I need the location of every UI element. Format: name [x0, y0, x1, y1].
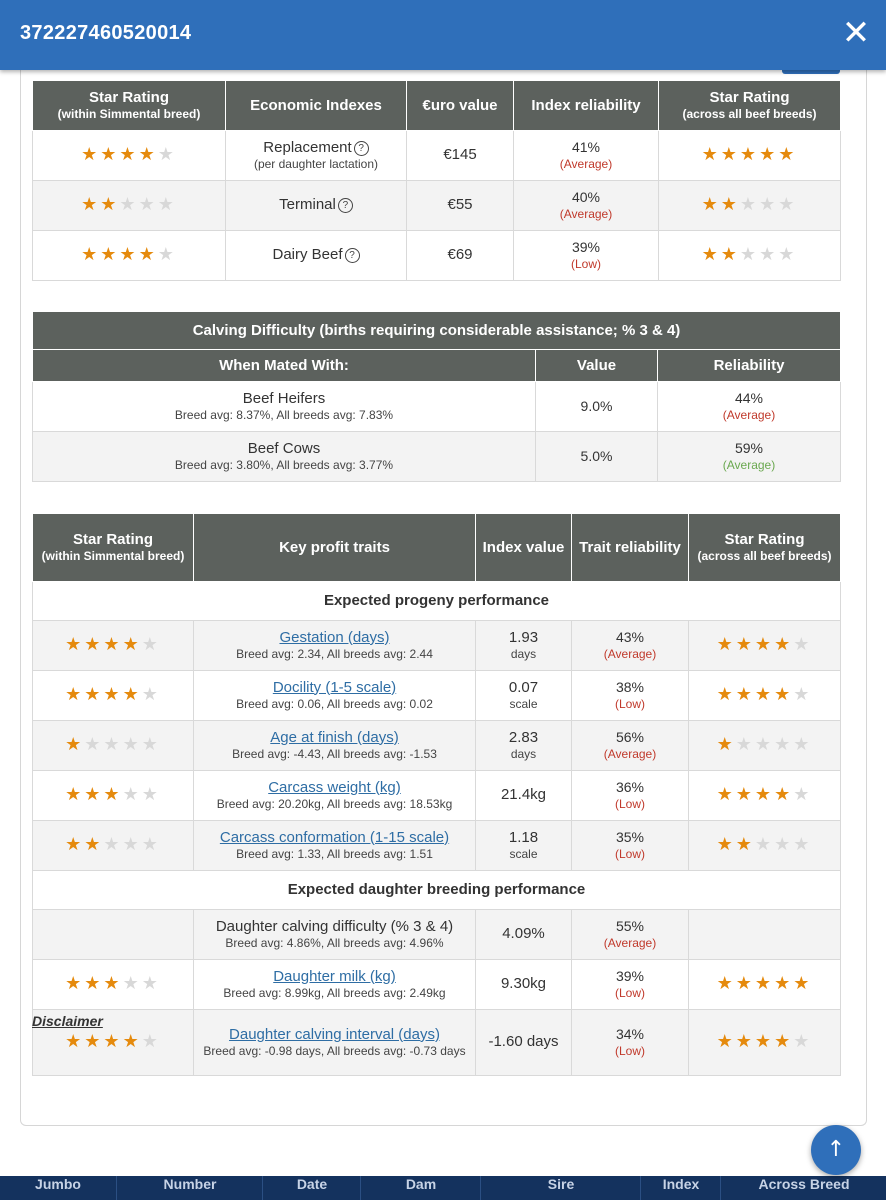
star-empty-icon: ★ [793, 634, 813, 656]
star-empty-icon: ★ [778, 244, 798, 266]
reliability-value: 40% [571, 189, 601, 206]
star-empty-icon: ★ [759, 244, 779, 266]
star-filled-icon: ★ [774, 973, 794, 995]
reliability-value: 55% [615, 918, 645, 935]
star-filled-icon: ★ [774, 684, 794, 706]
star-empty-icon: ★ [119, 194, 139, 216]
header-trait-reliability: Trait reliability [572, 514, 689, 582]
header-value: Value [536, 350, 658, 382]
star-filled-icon: ★ [774, 784, 794, 806]
table-row [33, 621, 841, 671]
star-filled-icon: ★ [103, 973, 123, 995]
star-empty-icon: ★ [793, 834, 813, 856]
star-empty-icon: ★ [774, 834, 794, 856]
star-empty-icon: ★ [141, 784, 161, 806]
help-icon[interactable]: ? [345, 248, 360, 263]
table-row [33, 671, 841, 721]
table-row [33, 231, 841, 281]
reliability-value: 39% [571, 239, 601, 256]
star-filled-icon: ★ [65, 734, 85, 756]
star-empty-icon: ★ [778, 194, 798, 216]
star-filled-icon: ★ [774, 634, 794, 656]
star-filled-icon: ★ [754, 1031, 775, 1053]
star-filled-icon: ★ [778, 144, 798, 166]
star-filled-icon: ★ [103, 784, 123, 806]
star-filled-icon: ★ [122, 1031, 142, 1053]
star-empty-icon: ★ [793, 784, 813, 806]
star-empty-icon: ★ [141, 973, 161, 995]
reliability-label: (Average) [603, 935, 657, 950]
star-rating-within [81, 194, 177, 215]
star-filled-icon: ★ [84, 834, 104, 856]
reliability-label: (Low) [614, 796, 645, 811]
star-filled-icon: ★ [735, 684, 755, 706]
star-empty-icon: ★ [141, 734, 161, 756]
star-rating-across [717, 973, 813, 994]
star-filled-icon: ★ [100, 194, 120, 216]
star-filled-icon: ★ [735, 973, 755, 995]
index-value: 1.18 [508, 828, 539, 846]
trait-link[interactable]: Docility (1-5 scale) [272, 678, 397, 696]
header-euro-value: €uro value [407, 81, 514, 131]
trait-link[interactable]: Carcass conformation (1-15 scale) [219, 828, 450, 846]
star-filled-icon: ★ [65, 973, 85, 995]
reliability-value: 59% [734, 440, 764, 457]
star-filled-icon: ★ [716, 684, 736, 706]
reliability-label: (Average) [559, 156, 613, 171]
star-filled-icon: ★ [701, 194, 721, 216]
reliability-value: 43% [615, 629, 645, 646]
table-row [33, 181, 841, 231]
star-filled-icon: ★ [716, 973, 736, 995]
reliability-label: (Average) [559, 206, 613, 221]
table-row [33, 721, 841, 771]
euro-value: €145 [407, 131, 514, 181]
star-filled-icon: ★ [81, 144, 101, 166]
star-filled-icon: ★ [84, 784, 104, 806]
disclaimer-link[interactable]: Disclaimer [32, 1013, 103, 1029]
star-filled-icon: ★ [735, 634, 755, 656]
table-row [33, 960, 841, 1010]
header-when-mated: When Mated With: [33, 350, 536, 382]
table-row [33, 1010, 841, 1076]
breed-avg: Breed avg: 2.34, All breeds avg: 2.44 [236, 647, 433, 662]
star-empty-icon: ★ [793, 684, 813, 706]
index-name: Terminal [279, 196, 336, 214]
star-empty-icon: ★ [122, 734, 142, 756]
index-unit: days [510, 747, 537, 762]
star-filled-icon: ★ [754, 973, 775, 995]
star-rating-within [81, 244, 177, 265]
star-filled-icon: ★ [754, 784, 775, 806]
star-filled-icon: ★ [65, 834, 85, 856]
star-empty-icon: ★ [84, 734, 104, 756]
index-name: Dairy Beef [272, 246, 343, 264]
breed-avg: Breed avg: -4.43, All breeds avg: -1.53 [232, 747, 437, 762]
star-empty-icon: ★ [754, 834, 775, 856]
star-filled-icon: ★ [65, 634, 85, 656]
tab-indicator [782, 70, 840, 74]
star-filled-icon: ★ [119, 144, 139, 166]
star-empty-icon: ★ [141, 684, 161, 706]
index-unit: days [510, 647, 537, 662]
star-rating-within [65, 834, 161, 855]
star-filled-icon: ★ [103, 1031, 123, 1053]
star-rating-across [702, 194, 798, 215]
reliability-label: (Low) [614, 846, 645, 861]
star-filled-icon: ★ [84, 634, 104, 656]
star-empty-icon: ★ [157, 144, 177, 166]
calving-difficulty-table [32, 311, 841, 482]
reliability-value: 35% [615, 829, 645, 846]
calving-value: 9.0% [536, 382, 658, 432]
star-rating-within-empty [33, 910, 194, 960]
reliability-label: (Low) [570, 256, 601, 271]
euro-value: €69 [407, 231, 514, 281]
mated-with: Beef Cows [247, 439, 321, 457]
star-filled-icon: ★ [122, 634, 142, 656]
index-value: 2.83 [508, 728, 539, 746]
index-unit: scale [509, 697, 538, 712]
table-row [33, 821, 841, 871]
reliability-value: 38% [615, 679, 645, 696]
reliability-value: 56% [615, 729, 645, 746]
star-empty-icon: ★ [138, 194, 158, 216]
star-filled-icon: ★ [138, 244, 158, 266]
mated-with: Beef Heifers [242, 389, 326, 407]
star-empty-icon: ★ [122, 784, 142, 806]
reliability-value: 36% [615, 779, 645, 796]
header-reliability: Reliability [658, 350, 841, 382]
index-value: 9.30kg [476, 960, 572, 1010]
table-row [33, 131, 841, 181]
star-filled-icon: ★ [65, 684, 85, 706]
header-index-value: Index value [476, 514, 572, 582]
star-filled-icon: ★ [701, 244, 721, 266]
trait-link[interactable]: Daughter calving interval (days) [229, 1025, 440, 1043]
star-filled-icon: ★ [103, 684, 123, 706]
column-across-breed: Across Breed [720, 1176, 886, 1200]
star-filled-icon: ★ [716, 784, 736, 806]
star-rating-within [65, 1031, 161, 1052]
star-filled-icon: ★ [793, 973, 813, 995]
header-star-across: Star Rating (across all beef breeds) [689, 514, 841, 582]
header-star-across: Star Rating (across all beef breeds) [659, 81, 841, 131]
index-value: 0.07 [508, 678, 539, 696]
star-empty-icon: ★ [103, 734, 123, 756]
star-filled-icon: ★ [119, 244, 139, 266]
header-star-within: Star Rating (within Simmental breed) [33, 514, 194, 582]
euro-value: €55 [407, 181, 514, 231]
profit-traits-table [32, 513, 841, 1076]
star-filled-icon: ★ [81, 194, 101, 216]
reliability-label: (Average) [603, 646, 657, 661]
header-star-within: Star Rating (within Simmental breed) [33, 81, 226, 131]
star-empty-icon: ★ [754, 734, 775, 756]
star-rating-within [65, 684, 161, 705]
reliability-label: (Low) [614, 696, 645, 711]
scroll-to-top-button[interactable]: ↑ [811, 1125, 861, 1175]
breed-avg: Breed avg: 8.37%, All breeds avg: 7.83% [174, 408, 394, 423]
section-progeny: Expected progeny performance [33, 582, 841, 621]
star-filled-icon: ★ [84, 973, 104, 995]
star-empty-icon: ★ [141, 834, 161, 856]
star-empty-icon: ★ [103, 834, 123, 856]
star-filled-icon: ★ [716, 834, 736, 856]
reliability-value: 44% [734, 390, 764, 407]
star-empty-icon: ★ [793, 734, 813, 756]
star-empty-icon: ★ [157, 244, 177, 266]
star-empty-icon: ★ [735, 734, 755, 756]
star-empty-icon: ★ [141, 634, 161, 656]
reliability-label: (Average) [722, 407, 776, 422]
star-empty-icon: ★ [759, 194, 779, 216]
index-sub: (per daughter lactation) [253, 157, 379, 172]
star-rating-across [717, 784, 813, 805]
breed-avg: Breed avg: 0.06, All breeds avg: 0.02 [236, 697, 433, 712]
star-filled-icon: ★ [65, 784, 85, 806]
reliability-label: (Low) [614, 985, 645, 1000]
star-rating-within [65, 634, 161, 655]
header-index-reliability: Index reliability [514, 81, 659, 131]
reliability-value: 39% [615, 968, 645, 985]
star-filled-icon: ★ [122, 684, 142, 706]
index-name: Replacement [263, 138, 352, 156]
star-filled-icon: ★ [720, 144, 740, 166]
star-filled-icon: ★ [754, 684, 775, 706]
help-icon[interactable]: ? [338, 198, 353, 213]
star-filled-icon: ★ [735, 834, 755, 856]
breed-avg: Breed avg: -0.98 days, All breeds avg: -0.73 days [203, 1044, 466, 1059]
star-rating-across-empty [689, 910, 841, 960]
header-key-traits: Key profit traits [194, 514, 476, 582]
breed-avg: Breed avg: 8.99kg, All breeds avg: 2.49kg [223, 986, 446, 1001]
star-rating-within [65, 734, 161, 755]
star-filled-icon: ★ [735, 784, 755, 806]
star-empty-icon: ★ [739, 194, 760, 216]
trait-link[interactable]: Gestation (days) [279, 628, 390, 646]
breed-avg: Breed avg: 3.80%, All breeds avg: 3.77% [174, 458, 394, 473]
breed-avg: Breed avg: 1.33, All breeds avg: 1.51 [236, 847, 433, 862]
close-icon[interactable]: ✕ [841, 13, 871, 53]
star-filled-icon: ★ [716, 634, 736, 656]
reliability-label: (Average) [603, 746, 657, 761]
star-filled-icon: ★ [739, 144, 760, 166]
index-value: 4.09% [476, 910, 572, 960]
star-empty-icon: ★ [141, 1031, 161, 1053]
star-filled-icon: ★ [720, 244, 740, 266]
star-filled-icon: ★ [65, 1031, 85, 1053]
section-daughter: Expected daughter breeding performance [33, 871, 841, 910]
star-rating-across [702, 144, 798, 165]
star-empty-icon: ★ [793, 1031, 813, 1053]
calving-title: Calving Difficulty (births requiring considerable assistance; % 3 & 4) [33, 312, 841, 350]
column-date: Date [262, 1176, 361, 1200]
star-filled-icon: ★ [100, 144, 120, 166]
index-value: 21.4kg [500, 786, 547, 804]
star-rating-within [65, 784, 161, 805]
table-row [33, 910, 841, 960]
star-filled-icon: ★ [774, 1031, 794, 1053]
star-filled-icon: ★ [716, 734, 736, 756]
header-economic-indexes: Economic Indexes [226, 81, 407, 131]
star-filled-icon: ★ [716, 1031, 736, 1053]
star-rating-across [717, 684, 813, 705]
reliability-label: (Average) [722, 457, 776, 472]
star-rating-across [717, 634, 813, 655]
help-icon[interactable]: ? [354, 141, 369, 156]
star-filled-icon: ★ [81, 244, 101, 266]
star-empty-icon: ★ [157, 194, 177, 216]
trait-link[interactable]: Carcass weight (kg) [268, 778, 401, 796]
star-filled-icon: ★ [754, 634, 775, 656]
star-empty-icon: ★ [739, 244, 760, 266]
trait-link[interactable]: Age at finish (days) [270, 728, 399, 746]
breed-avg: Breed avg: 20.20kg, All breeds avg: 18.53kg [216, 797, 453, 812]
star-filled-icon: ★ [138, 144, 158, 166]
star-filled-icon: ★ [720, 194, 740, 216]
background-table-header [0, 1176, 886, 1200]
trait-name: Daughter calving difficulty (% 3 & 4) [215, 917, 454, 935]
star-filled-icon: ★ [103, 634, 123, 656]
trait-link[interactable]: Daughter milk (kg) [273, 967, 396, 985]
table-row [33, 382, 841, 432]
table-row [33, 432, 841, 482]
star-filled-icon: ★ [84, 684, 104, 706]
column-index: Index [640, 1176, 721, 1200]
star-filled-icon: ★ [84, 1031, 104, 1053]
table-row [33, 771, 841, 821]
star-empty-icon: ★ [774, 734, 794, 756]
index-value: -1.60 days [476, 1010, 572, 1076]
star-rating-across [702, 244, 798, 265]
star-empty-icon: ★ [122, 973, 142, 995]
column-sire: Sire [480, 1176, 641, 1200]
star-rating-across [717, 734, 813, 755]
star-rating-within [65, 973, 161, 994]
column-jumbo: Jumbo [35, 1176, 81, 1192]
star-filled-icon: ★ [735, 1031, 755, 1053]
calving-value: 5.0% [536, 432, 658, 482]
star-filled-icon: ★ [100, 244, 120, 266]
reliability-label: (Low) [614, 1043, 645, 1058]
star-filled-icon: ★ [759, 144, 779, 166]
modal-header [0, 0, 886, 70]
index-value: 1.93 [508, 628, 539, 646]
economic-index-table [32, 80, 841, 281]
reliability-value: 34% [615, 1026, 645, 1043]
column-dam: Dam [360, 1176, 481, 1200]
column-number: Number [116, 1176, 263, 1200]
star-rating-within [81, 144, 177, 165]
star-rating-across [717, 834, 813, 855]
index-unit: scale [509, 847, 538, 862]
star-rating-across [717, 1031, 813, 1052]
star-filled-icon: ★ [701, 144, 721, 166]
modal-title: 372227460520014 [20, 22, 192, 44]
star-empty-icon: ★ [122, 834, 142, 856]
reliability-value: 41% [571, 139, 601, 156]
breed-avg: Breed avg: 4.86%, All breeds avg: 4.96% [225, 936, 444, 951]
